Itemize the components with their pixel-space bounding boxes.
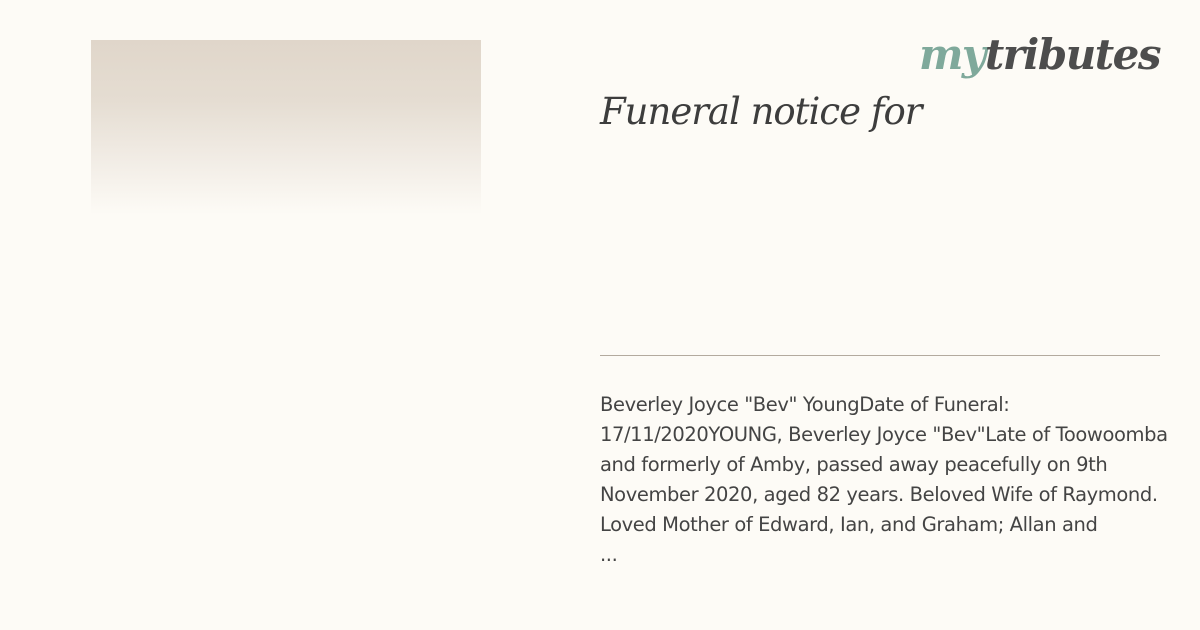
logo-my: my: [918, 30, 985, 79]
mytributes-logo[interactable]: [918, 30, 1160, 79]
notice-line: 17/11/2020YOUNG, Beverley Joyce "Bev"Late of Toowoomba: [600, 423, 1168, 446]
notice-title: Funeral notice for: [600, 90, 922, 133]
logo-tributes: tributes: [984, 30, 1160, 79]
notice-line: November 2020, aged 82 years. Beloved Wife of Raymond.: [600, 483, 1158, 506]
notice-excerpt: [600, 390, 1185, 570]
deceased-photo-placeholder: [91, 40, 481, 215]
section-divider: [600, 355, 1160, 356]
notice-ellipsis: ...: [600, 543, 618, 566]
notice-line: Beverley Joyce "Bev" YoungDate of Funeral:: [600, 393, 1010, 416]
notice-line: and formerly of Amby, passed away peacefully on 9th: [600, 453, 1108, 476]
notice-line: Loved Mother of Edward, Ian, and Graham; Allan and: [600, 513, 1098, 536]
